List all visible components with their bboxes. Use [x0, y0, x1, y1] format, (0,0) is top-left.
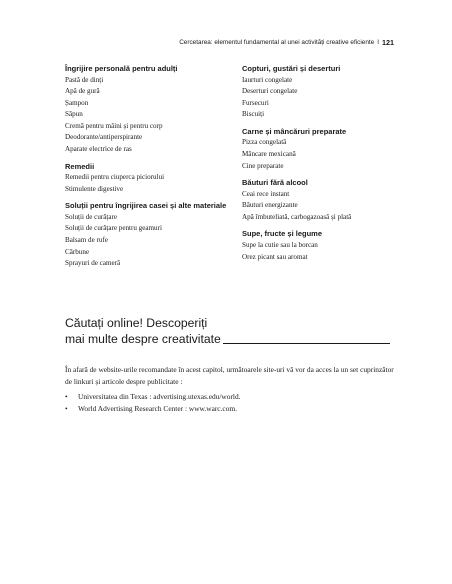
list-item: Cremă pentru mâini și pentru corp — [65, 121, 163, 130]
category-title: Băuturi fără alcool — [242, 178, 308, 188]
list-item: Remedii pentru ciuperca piciorului — [65, 173, 165, 182]
list-item: Fursecuri — [242, 98, 269, 107]
list-item: Sprayuri de cameră — [65, 259, 121, 268]
bullet-icon: • — [65, 392, 68, 401]
list-item: Băuturi energizante — [242, 201, 298, 210]
left-column — [65, 64, 235, 276]
category-title: Copturi, gustări și deserturi — [242, 64, 341, 73]
category-section — [242, 178, 402, 223]
list-item: Aparate electrice de ras — [65, 145, 132, 154]
right-column — [242, 64, 402, 269]
heading-rule — [223, 343, 390, 344]
running-header — [118, 38, 394, 47]
list-item: Mâncare mexicană — [242, 149, 296, 158]
list-item: Apă de gură — [65, 87, 100, 96]
section-heading-line2: mai multe despre creativitate — [65, 331, 221, 346]
category-title: Supe, fructe și legume — [242, 229, 323, 239]
category-list — [242, 137, 402, 172]
section-heading — [65, 316, 390, 347]
list-item: Săpun — [65, 110, 83, 119]
category-title: Îngrijire personală pentru adulți — [65, 64, 178, 73]
category-list — [65, 212, 235, 270]
intro-paragraph: În afară de website-urile recomandate în acest capitol, următoarele site-uri vă vor da acces la un set cuprinzător de linkuri și articole despre publicitate : — [65, 365, 394, 386]
list-item — [65, 391, 395, 403]
section-heading-line2-row — [65, 332, 390, 348]
resource-text: World Advertising Research Center : www.warc.com. — [78, 403, 238, 413]
category-list — [242, 240, 402, 263]
list-item: Șampon — [65, 98, 89, 107]
list-item: Orez picant sau aromat — [242, 252, 308, 261]
category-title: Remedii — [65, 161, 95, 171]
running-title: Cercetarea: elementul fundamental al unei activități creative eficiente — [179, 39, 375, 46]
list-item: Cărbune — [65, 247, 90, 256]
category-section — [65, 201, 235, 269]
category-list — [65, 75, 235, 156]
category-list — [242, 189, 402, 224]
list-item: Soluții de curățare pentru geamuri — [65, 224, 162, 233]
category-section — [242, 127, 402, 172]
list-item: Apă îmbuteliată, carbogazoasă și plată — [242, 212, 352, 221]
list-item: Deserturi congelate — [242, 87, 298, 96]
category-section — [242, 64, 402, 121]
list-item: Pizza congelată — [242, 138, 287, 147]
list-item: Deodorante/antiperspirante — [65, 133, 143, 142]
list-item — [65, 403, 395, 415]
category-section — [65, 64, 235, 156]
category-title: Carne și mâncăruri preparate — [242, 126, 347, 136]
list-item: Soluții de curățare — [65, 212, 118, 221]
category-list — [65, 172, 235, 195]
list-item: Balsam de rufe — [65, 236, 108, 245]
list-item: Iaurturi congelate — [242, 75, 293, 84]
category-section — [242, 229, 402, 263]
category-title: Soluții pentru îngrijirea casei și alte materiale — [65, 201, 227, 211]
resource-text: Universitatea din Texas : advertising.utexas.edu/world. — [78, 392, 241, 401]
page-number: 121 — [382, 38, 394, 47]
list-item: Stimulente digestive — [65, 184, 124, 193]
bullet-icon: • — [65, 403, 68, 413]
list-item: Supe la cutie sau la borcan — [242, 240, 318, 249]
list-item: Cine preparate — [242, 161, 284, 170]
category-list — [242, 75, 402, 121]
header-separator: I — [377, 39, 379, 46]
resource-list — [65, 391, 395, 414]
section-heading-line1: Căutați online! Descoperiți — [65, 316, 208, 330]
list-item: Biscuiți — [242, 110, 265, 119]
list-item: Ceai rece instant — [242, 189, 290, 198]
list-item: Pastă de dinți — [65, 75, 104, 84]
category-section — [65, 162, 235, 196]
